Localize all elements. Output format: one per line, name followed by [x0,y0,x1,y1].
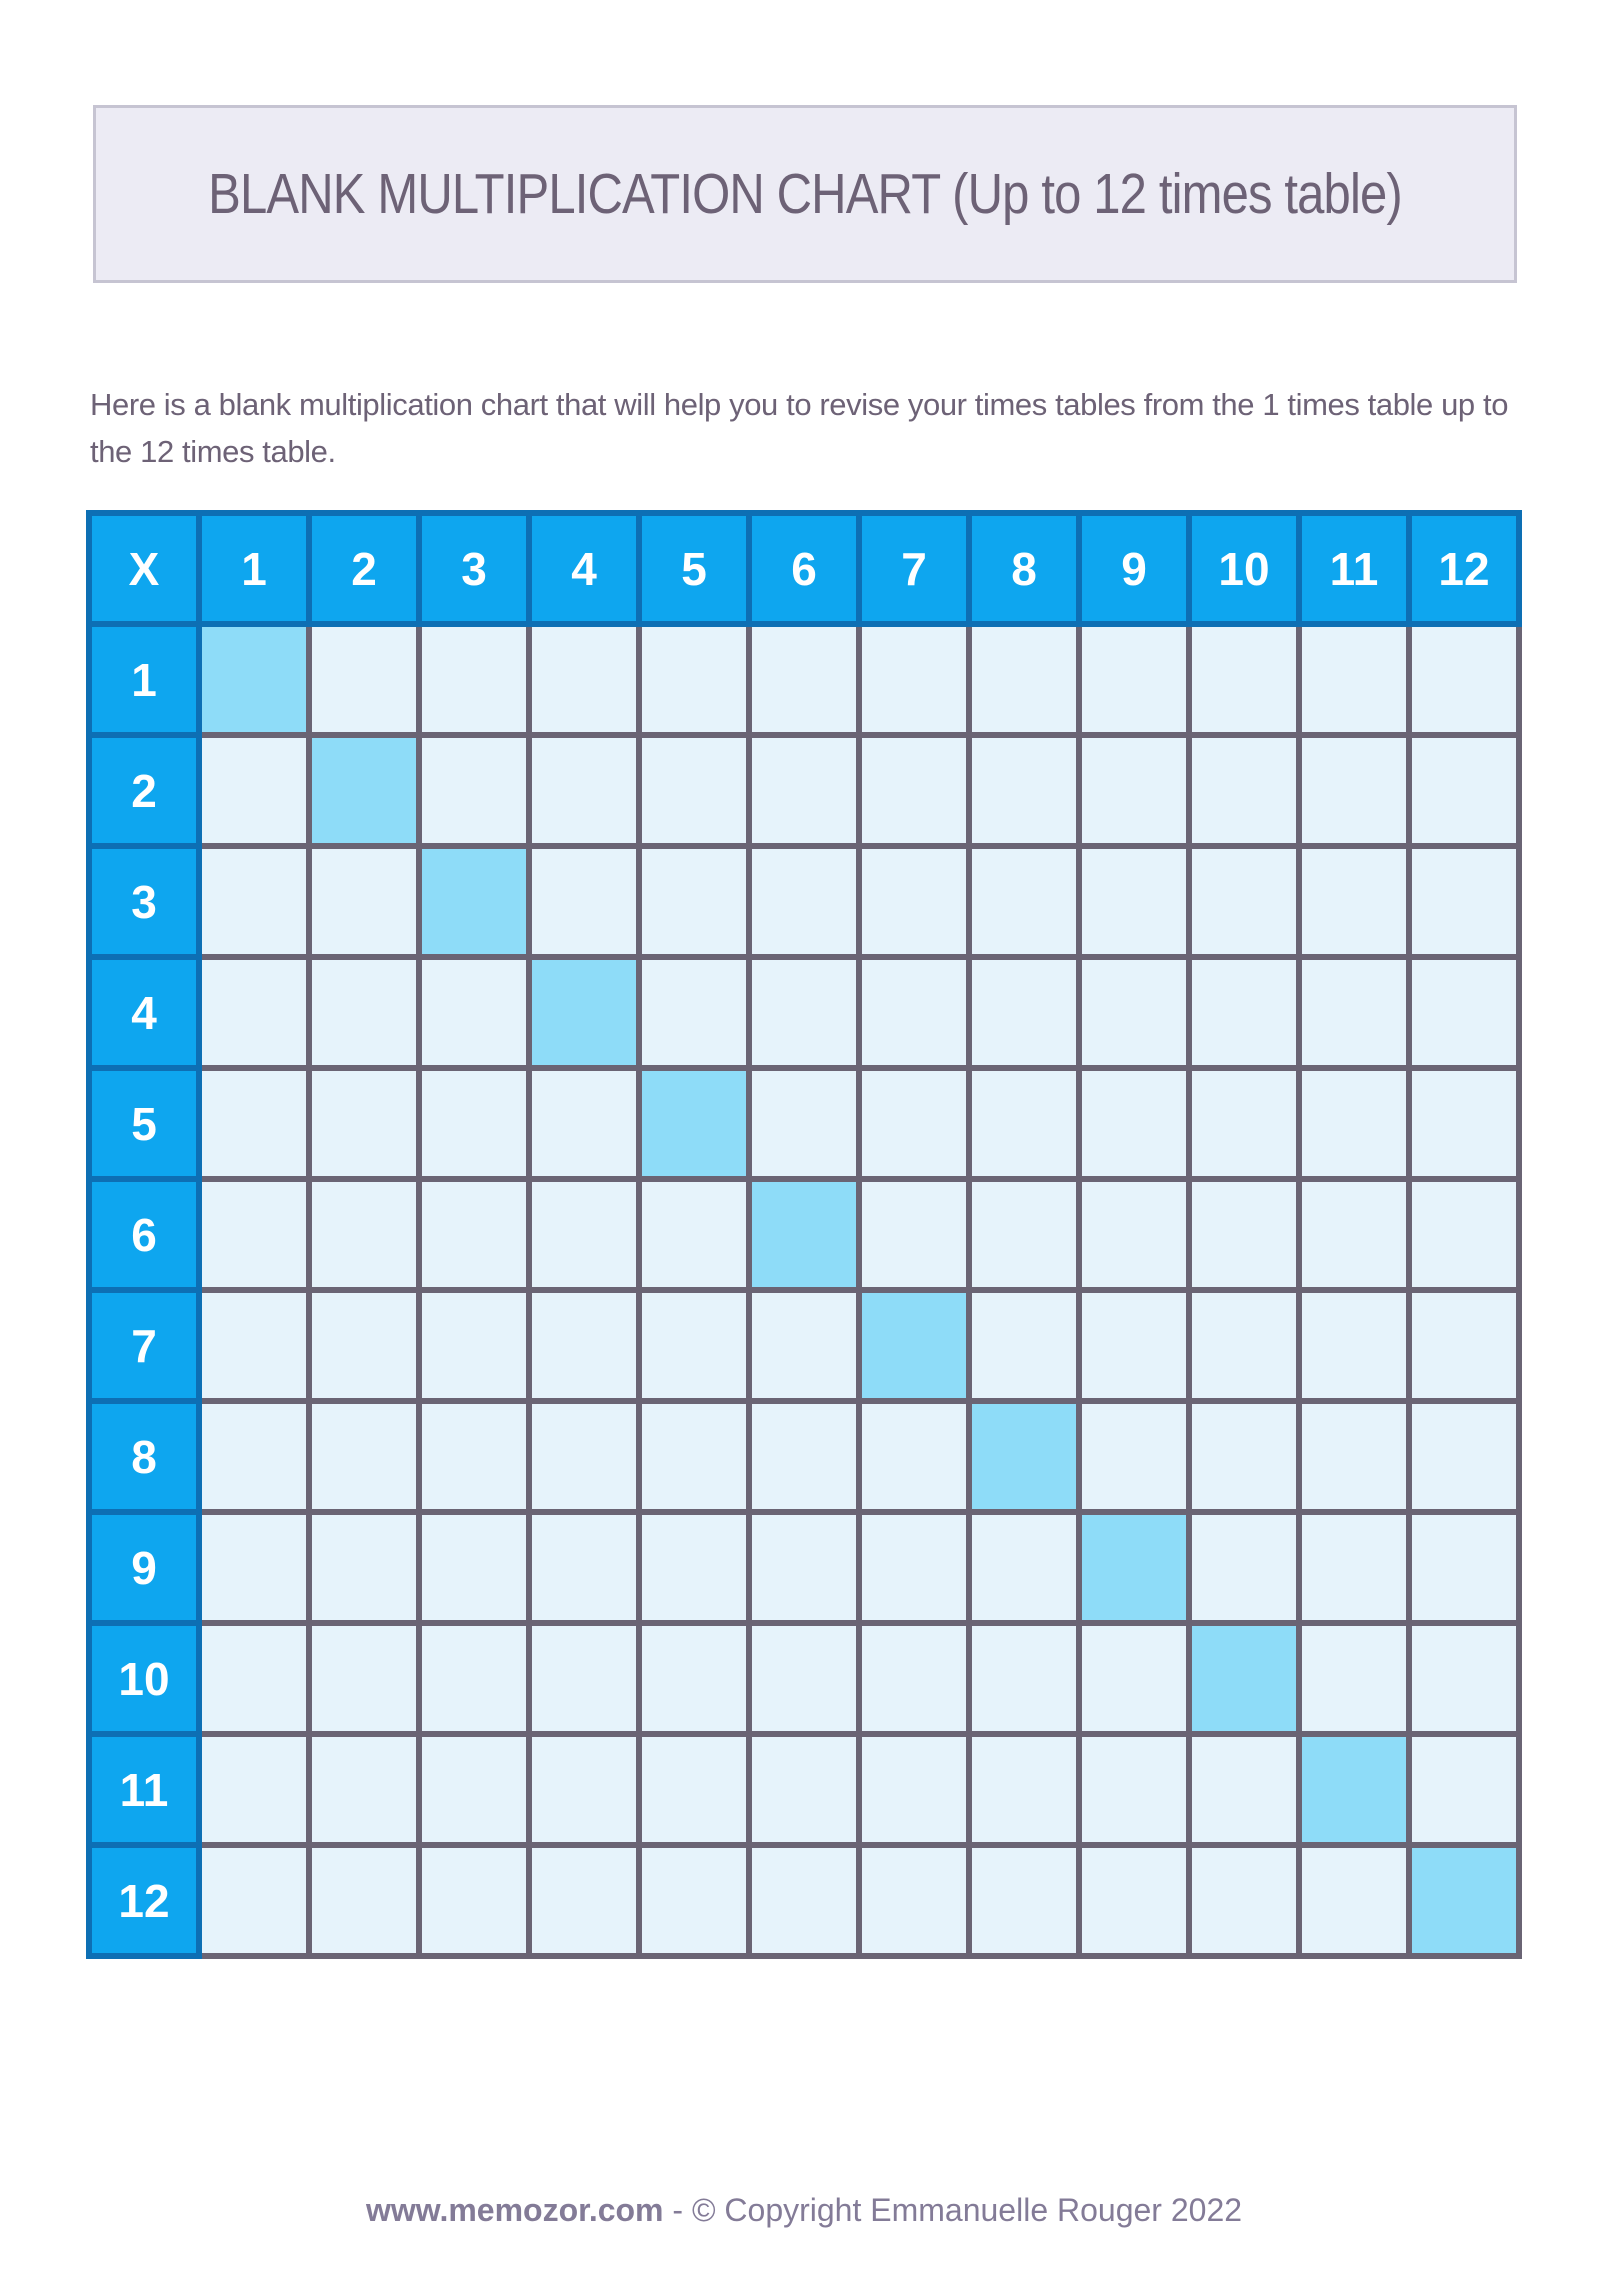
column-header-9: 9 [1079,513,1189,624]
blank-cell-9x9 [1079,1512,1189,1623]
blank-cell-11x6 [749,1734,859,1845]
blank-cell-12x12 [1409,1845,1519,1956]
blank-cell-12x2 [309,1845,419,1956]
blank-cell-2x2 [309,735,419,846]
page-title: BLANK MULTIPLICATION CHART (Up to 12 times table) [208,162,1402,226]
blank-cell-8x12 [1409,1401,1519,1512]
blank-cell-4x4 [529,957,639,1068]
blank-cell-5x10 [1189,1068,1299,1179]
table-row-8 [89,1401,1519,1512]
blank-cell-2x12 [1409,735,1519,846]
blank-cell-7x4 [529,1290,639,1401]
blank-cell-5x5 [639,1068,749,1179]
blank-cell-2x4 [529,735,639,846]
footer-site-name: www.memozor.com [365,2192,664,2228]
blank-cell-9x3 [419,1512,529,1623]
blank-cell-6x1 [199,1179,309,1290]
table-row-6 [89,1179,1519,1290]
blank-cell-8x10 [1189,1401,1299,1512]
table-row-7 [89,1290,1519,1401]
footer-copyright: - © Copyright Emmanuelle Rouger 2022 [663,2192,1243,2228]
blank-cell-11x7 [859,1734,969,1845]
blank-cell-6x8 [969,1179,1079,1290]
blank-cell-6x11 [1299,1179,1409,1290]
blank-cell-11x9 [1079,1734,1189,1845]
row-header-7: 7 [89,1290,199,1401]
table-row-2 [89,735,1519,846]
blank-cell-1x8 [969,624,1079,735]
table-row-4 [89,957,1519,1068]
column-header-5: 5 [639,513,749,624]
blank-cell-3x9 [1079,846,1189,957]
blank-cell-8x7 [859,1401,969,1512]
blank-cell-12x9 [1079,1845,1189,1956]
blank-cell-9x4 [529,1512,639,1623]
blank-cell-2x8 [969,735,1079,846]
row-header-3: 3 [89,846,199,957]
blank-cell-4x7 [859,957,969,1068]
blank-cell-9x2 [309,1512,419,1623]
row-header-4: 4 [89,957,199,1068]
row-header-10: 10 [89,1623,199,1734]
blank-cell-7x11 [1299,1290,1409,1401]
blank-cell-4x12 [1409,957,1519,1068]
blank-cell-10x7 [859,1623,969,1734]
column-header-8: 8 [969,513,1079,624]
blank-cell-4x11 [1299,957,1409,1068]
footer [0,2192,1608,2229]
blank-cell-12x3 [419,1845,529,1956]
row-header-5: 5 [89,1068,199,1179]
blank-cell-10x1 [199,1623,309,1734]
blank-cell-10x9 [1079,1623,1189,1734]
blank-cell-10x12 [1409,1623,1519,1734]
table-row-3 [89,846,1519,957]
blank-cell-10x5 [639,1623,749,1734]
blank-cell-6x5 [639,1179,749,1290]
table-row-5 [89,1068,1519,1179]
blank-cell-9x8 [969,1512,1079,1623]
column-header-4: 4 [529,513,639,624]
row-header-2: 2 [89,735,199,846]
blank-cell-7x10 [1189,1290,1299,1401]
blank-cell-10x11 [1299,1623,1409,1734]
blank-cell-7x2 [309,1290,419,1401]
blank-cell-10x10 [1189,1623,1299,1734]
blank-cell-12x10 [1189,1845,1299,1956]
blank-cell-9x12 [1409,1512,1519,1623]
column-header-3: 3 [419,513,529,624]
column-header-6: 6 [749,513,859,624]
blank-cell-4x6 [749,957,859,1068]
blank-cell-5x12 [1409,1068,1519,1179]
blank-cell-1x3 [419,624,529,735]
blank-cell-3x2 [309,846,419,957]
blank-cell-1x12 [1409,624,1519,735]
blank-cell-12x8 [969,1845,1079,1956]
blank-cell-2x6 [749,735,859,846]
blank-cell-4x9 [1079,957,1189,1068]
blank-cell-12x11 [1299,1845,1409,1956]
blank-cell-8x5 [639,1401,749,1512]
row-header-11: 11 [89,1734,199,1845]
title-box [93,105,1517,283]
blank-cell-3x3 [419,846,529,957]
blank-cell-5x9 [1079,1068,1189,1179]
blank-cell-7x6 [749,1290,859,1401]
column-header-11: 11 [1299,513,1409,624]
blank-cell-3x10 [1189,846,1299,957]
blank-cell-3x6 [749,846,859,957]
table-row-10 [89,1623,1519,1734]
blank-cell-2x3 [419,735,529,846]
blank-cell-12x6 [749,1845,859,1956]
blank-cell-5x8 [969,1068,1079,1179]
table-header-row [89,513,1519,624]
blank-cell-10x3 [419,1623,529,1734]
blank-cell-9x6 [749,1512,859,1623]
blank-cell-9x1 [199,1512,309,1623]
blank-cell-12x7 [859,1845,969,1956]
blank-cell-3x12 [1409,846,1519,957]
multiplication-table [86,510,1522,1959]
row-header-6: 6 [89,1179,199,1290]
blank-cell-3x1 [199,846,309,957]
blank-cell-6x3 [419,1179,529,1290]
blank-cell-10x6 [749,1623,859,1734]
blank-cell-5x6 [749,1068,859,1179]
intro-paragraph: Here is a blank multiplication chart that will help you to revise your times tables from the 1 times table up to the 12 times table. [90,387,1509,469]
blank-cell-7x5 [639,1290,749,1401]
blank-cell-2x11 [1299,735,1409,846]
blank-cell-1x5 [639,624,749,735]
blank-cell-3x7 [859,846,969,957]
blank-cell-11x1 [199,1734,309,1845]
blank-cell-5x3 [419,1068,529,1179]
blank-cell-1x9 [1079,624,1189,735]
blank-cell-7x3 [419,1290,529,1401]
blank-cell-7x8 [969,1290,1079,1401]
blank-cell-4x10 [1189,957,1299,1068]
blank-cell-2x5 [639,735,749,846]
blank-cell-10x8 [969,1623,1079,1734]
blank-cell-2x7 [859,735,969,846]
blank-cell-1x7 [859,624,969,735]
blank-cell-8x11 [1299,1401,1409,1512]
corner-header-cell: X [89,513,199,624]
blank-cell-9x5 [639,1512,749,1623]
blank-cell-12x1 [199,1845,309,1956]
blank-cell-11x5 [639,1734,749,1845]
row-header-12: 12 [89,1845,199,1956]
blank-cell-1x6 [749,624,859,735]
blank-cell-10x2 [309,1623,419,1734]
blank-cell-8x9 [1079,1401,1189,1512]
blank-cell-8x4 [529,1401,639,1512]
table-row-9 [89,1512,1519,1623]
blank-cell-4x2 [309,957,419,1068]
blank-cell-11x12 [1409,1734,1519,1845]
blank-cell-5x4 [529,1068,639,1179]
blank-cell-8x3 [419,1401,529,1512]
blank-cell-2x9 [1079,735,1189,846]
row-header-8: 8 [89,1401,199,1512]
blank-cell-11x2 [309,1734,419,1845]
blank-cell-7x7 [859,1290,969,1401]
blank-cell-3x11 [1299,846,1409,957]
blank-cell-10x4 [529,1623,639,1734]
blank-cell-1x4 [529,624,639,735]
table-row-12 [89,1845,1519,1956]
row-header-9: 9 [89,1512,199,1623]
blank-cell-4x8 [969,957,1079,1068]
blank-cell-9x10 [1189,1512,1299,1623]
blank-cell-7x12 [1409,1290,1519,1401]
blank-cell-1x10 [1189,624,1299,735]
blank-cell-5x2 [309,1068,419,1179]
blank-cell-7x1 [199,1290,309,1401]
blank-cell-9x7 [859,1512,969,1623]
blank-cell-6x12 [1409,1179,1519,1290]
blank-cell-3x5 [639,846,749,957]
blank-cell-3x8 [969,846,1079,957]
blank-cell-4x1 [199,957,309,1068]
blank-cell-8x1 [199,1401,309,1512]
blank-cell-1x11 [1299,624,1409,735]
blank-cell-11x10 [1189,1734,1299,1845]
blank-cell-6x7 [859,1179,969,1290]
blank-cell-5x1 [199,1068,309,1179]
blank-cell-2x1 [199,735,309,846]
multiplication-table-body [89,513,1519,1956]
blank-cell-8x2 [309,1401,419,1512]
blank-cell-8x6 [749,1401,859,1512]
column-header-2: 2 [309,513,419,624]
blank-cell-2x10 [1189,735,1299,846]
table-row-11 [89,1734,1519,1845]
blank-cell-4x5 [639,957,749,1068]
blank-cell-6x6 [749,1179,859,1290]
blank-cell-11x3 [419,1734,529,1845]
blank-cell-8x8 [969,1401,1079,1512]
blank-cell-1x1 [199,624,309,735]
table-row-1 [89,624,1519,735]
column-header-7: 7 [859,513,969,624]
blank-cell-7x9 [1079,1290,1189,1401]
blank-cell-3x4 [529,846,639,957]
blank-cell-12x5 [639,1845,749,1956]
blank-cell-11x4 [529,1734,639,1845]
row-header-1: 1 [89,624,199,735]
blank-cell-9x11 [1299,1512,1409,1623]
blank-cell-11x8 [969,1734,1079,1845]
blank-cell-1x2 [309,624,419,735]
blank-cell-12x4 [529,1845,639,1956]
blank-cell-6x2 [309,1179,419,1290]
column-header-10: 10 [1189,513,1299,624]
column-header-12: 12 [1409,513,1519,624]
blank-cell-6x10 [1189,1179,1299,1290]
blank-cell-6x4 [529,1179,639,1290]
blank-cell-5x7 [859,1068,969,1179]
blank-cell-5x11 [1299,1068,1409,1179]
column-header-1: 1 [199,513,309,624]
blank-cell-4x3 [419,957,529,1068]
blank-cell-6x9 [1079,1179,1189,1290]
blank-cell-11x11 [1299,1734,1409,1845]
